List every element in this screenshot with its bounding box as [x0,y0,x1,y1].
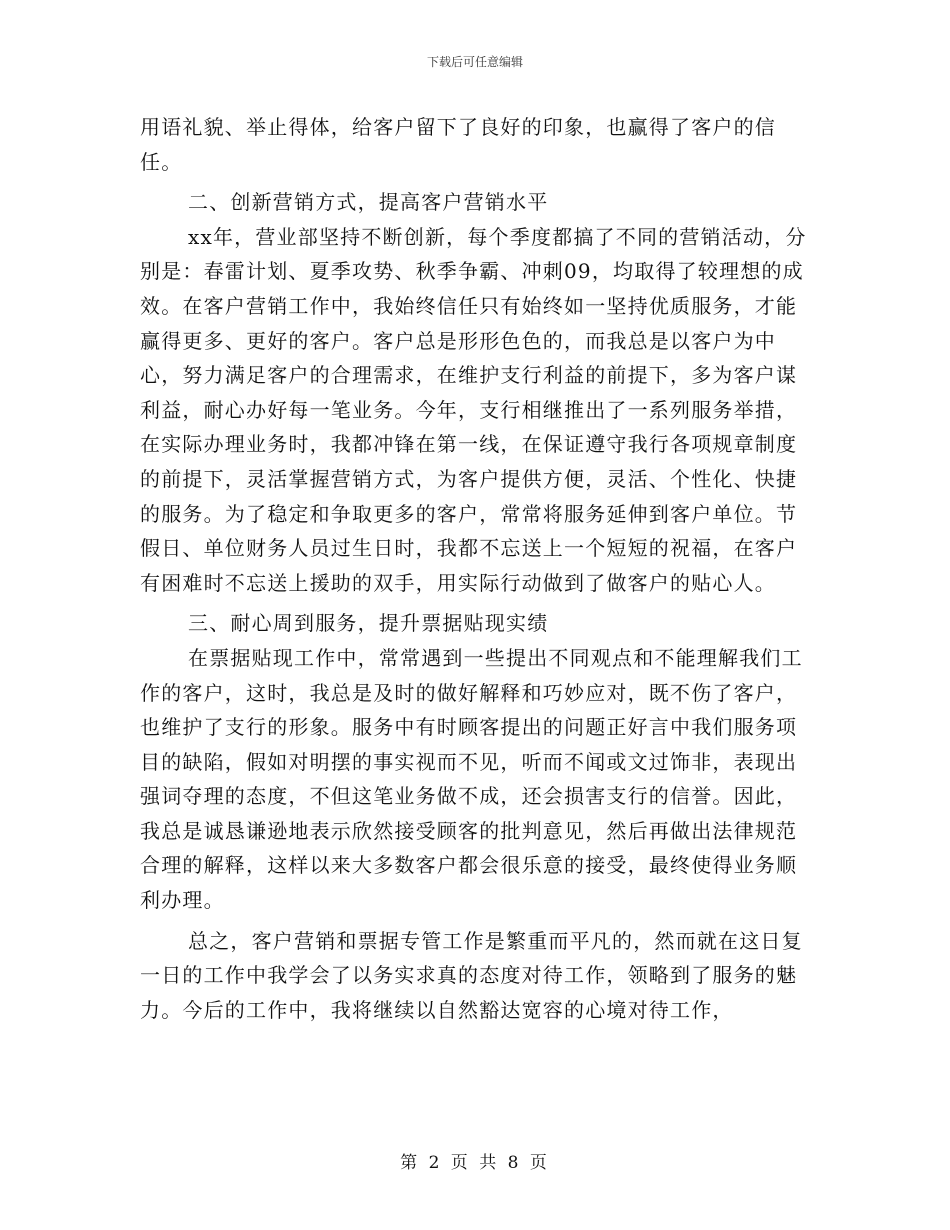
section-heading-2: 二、创新营销方式，提高客户营销水平 [188,190,549,215]
document-body [140,110,812,1027]
paragraph-continuation: 用语礼貌、举止得体，给客户留下了良好的印象，也赢得了客户的信任。 [140,115,776,174]
paragraph-summary: 总之，客户营销和票据专管工作是繁重而平凡的，然而就在这日复一日的工作中我学会了以务实求真的态度对待工作，领略到了服务的魅力。今后的工作中，我将继续以自然豁达宽容的心境对待工作， [140,928,803,1022]
section-heading-3: 三、耐心周到服务，提升票据贴现实绩 [188,611,549,636]
page-header: 下载后可任意编辑 [426,55,523,69]
paragraph-marketing: xx年，营业部坚持不断创新，每个季度都搞了不同的营销活动，分别是：春雷计划、夏季攻势、秋季争霸、冲刺09，均取得了较理想的成效。在客户营销工作中，我始终信任只有始终如一坚持优质服务，才能赢得更多、更好的客户。客户总是形形色色的，而我总是以客户为中心，努力满足客户的合理需求，在维护支行利益的前提下，多为客户谋利益，耐心办好每一笔业务。今年，支行相继推出了一系列服务举措，在实际办理业务时，我都冲锋在第一线，在保证遵守我行各项规章制度的前提下，灵活掌握营销方式，为客户提供方便，灵活、个性化、快捷的服务。为了稳定和争取更多的客户，常常将服务延伸到客户单位。节假日、单位财务人员过生日时，我都不忘送上一个短短的祝福，在客户有困难时不忘送上援助的双手，用实际行动做到了做客户的贴心人。 [140,224,807,595]
paragraph-discount: 在票据贴现工作中，常常遇到一些提出不同观点和不能理解我们工作的客户，这时，我总是及时的做好解释和巧妙应对，既不伤了客户，也维护了支行的形象。服务中有时顾客提出的问题正好言中我们服务项目的缺陷，假如对明摆的事实视而不见，听而不闻或文过饰非，表现出强词夺理的态度，不但这笔业务做不成，还会损害支行的信誉。因此，我总是诚恳谦逊地表示欣然接受顾客的批判意见，然后再做出法律规范合理的解释，这样以来大多数客户都会很乐意的接受，最终使得业务顺利办理。 [140,645,803,913]
page-number: 第 2 页 共 8 页 [400,1153,550,1173]
